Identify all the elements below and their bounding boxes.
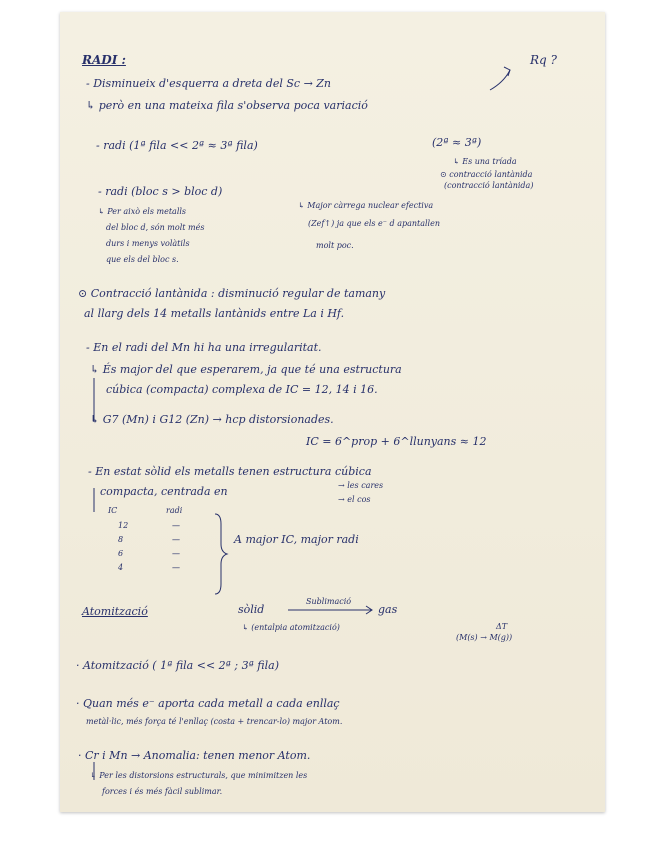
table-ic-2: 8	[118, 535, 124, 544]
radi-line-3d: ⊙ contracció lantànida	[440, 170, 533, 179]
pen-strokes	[60, 12, 605, 812]
radi-line-5a: ↳ Per això els metalls	[98, 207, 187, 216]
atom-line-1e: (M(s) → M(g))	[456, 633, 513, 642]
table-radi-4: —	[172, 563, 180, 572]
radi-line-6b: (Zef↑) ja que els e⁻ d apantallen	[308, 219, 440, 228]
table-ic-1: 12	[118, 521, 129, 530]
table-header-radi: radi	[166, 506, 183, 515]
atom-line-3: · Quan més e⁻ aporta cada metall a cada enllaç	[76, 697, 340, 710]
radi-line-5c: durs i menys volàtils	[106, 239, 190, 248]
atom-line-2: · Atomització ( 1ª fila << 2ª ; 3ª fila)	[76, 659, 280, 672]
atom-line-6: ↳ Per les distorsions estructurals, que minimitzen les	[90, 771, 308, 780]
notebook-page	[60, 12, 605, 812]
mn-line-4: ↳ G7 (Mn) i G12 (Zn) → hcp distorsionades.	[90, 413, 334, 426]
atom-line-1d: ↳ (entalpia atomització)	[242, 623, 340, 632]
radi-line-3c: ↳ Es una tríada	[453, 157, 517, 166]
atom-line-5: · Cr i Mn → Anomalia: tenen menor Atom.	[78, 749, 311, 762]
section-heading-atomitzacio: Atomització	[82, 605, 148, 618]
radi-line-1: - Disminueix d'esquerra a dreta del Sc → Zn	[86, 77, 332, 90]
radi-line-6a: ↳ Major càrrega nuclear efectiva	[298, 201, 434, 210]
table-ic-3: 6	[118, 549, 124, 558]
solid-note: A major IC, major radi	[234, 533, 359, 546]
corner-mark: Rq ?	[530, 53, 557, 67]
atom-line-7: forces i és més fàcil sublimar.	[102, 787, 223, 796]
atom-line-4: metàl·lic, més força té l'enllaç (costa + trencar-lo) major Atom.	[86, 717, 343, 726]
solid-line-2a: → les cares	[338, 481, 384, 490]
radi-line-6c: molt poc.	[316, 241, 354, 250]
section-heading-radi: RADI :	[82, 53, 126, 67]
table-radi-3: —	[172, 549, 180, 558]
radi-line-2: ↳ però en una mateixa fila s'observa poca variació	[86, 99, 368, 112]
solid-line-2b: → el cos	[338, 495, 371, 504]
mn-line-1: - En el radi del Mn hi ha una irregularitat.	[86, 341, 322, 354]
radi-line-5d: que els del bloc s.	[106, 255, 179, 264]
table-ic-4: 4	[118, 563, 124, 572]
radi-line-4: - radi (bloc s > bloc d)	[98, 185, 223, 198]
mn-line-3: cúbica (compacta) complexa de IC = 12, 14 i 16.	[106, 383, 378, 396]
mn-line-2: ↳ És major del que esperarem, ja que té una estructura	[90, 363, 402, 376]
atom-line-1f: ΔT	[496, 622, 508, 631]
table-header-ic: IC	[108, 506, 118, 515]
mn-line-5: IC = 6^prop + 6^llunyans ≈ 12	[306, 435, 487, 448]
radi-line-3b: (2ª ≈ 3ª)	[432, 136, 482, 149]
solid-line-2: compacta, centrada en	[100, 485, 228, 498]
table-radi-1: —	[172, 521, 180, 530]
radi-line-3e: (contracció lantànida)	[444, 181, 534, 190]
contraccio-line-2: al llarg dels 14 metalls lantànids entre La i Hf.	[84, 307, 345, 320]
atom-line-1a: sòlid	[238, 603, 265, 616]
radi-line-3: - radi (1ª fila << 2ª ≈ 3ª fila)	[96, 139, 258, 152]
radi-line-5b: del bloc d, són molt més	[106, 223, 205, 232]
table-radi-2: —	[172, 535, 180, 544]
atom-line-1b: Sublimació	[306, 597, 352, 606]
solid-line-1: - En estat sòlid els metalls tenen estructura cúbica	[88, 465, 372, 478]
atom-line-1c: gas	[378, 603, 398, 616]
contraccio-line-1: ⊙ Contracció lantànida : disminució regular de tamany	[78, 287, 386, 300]
